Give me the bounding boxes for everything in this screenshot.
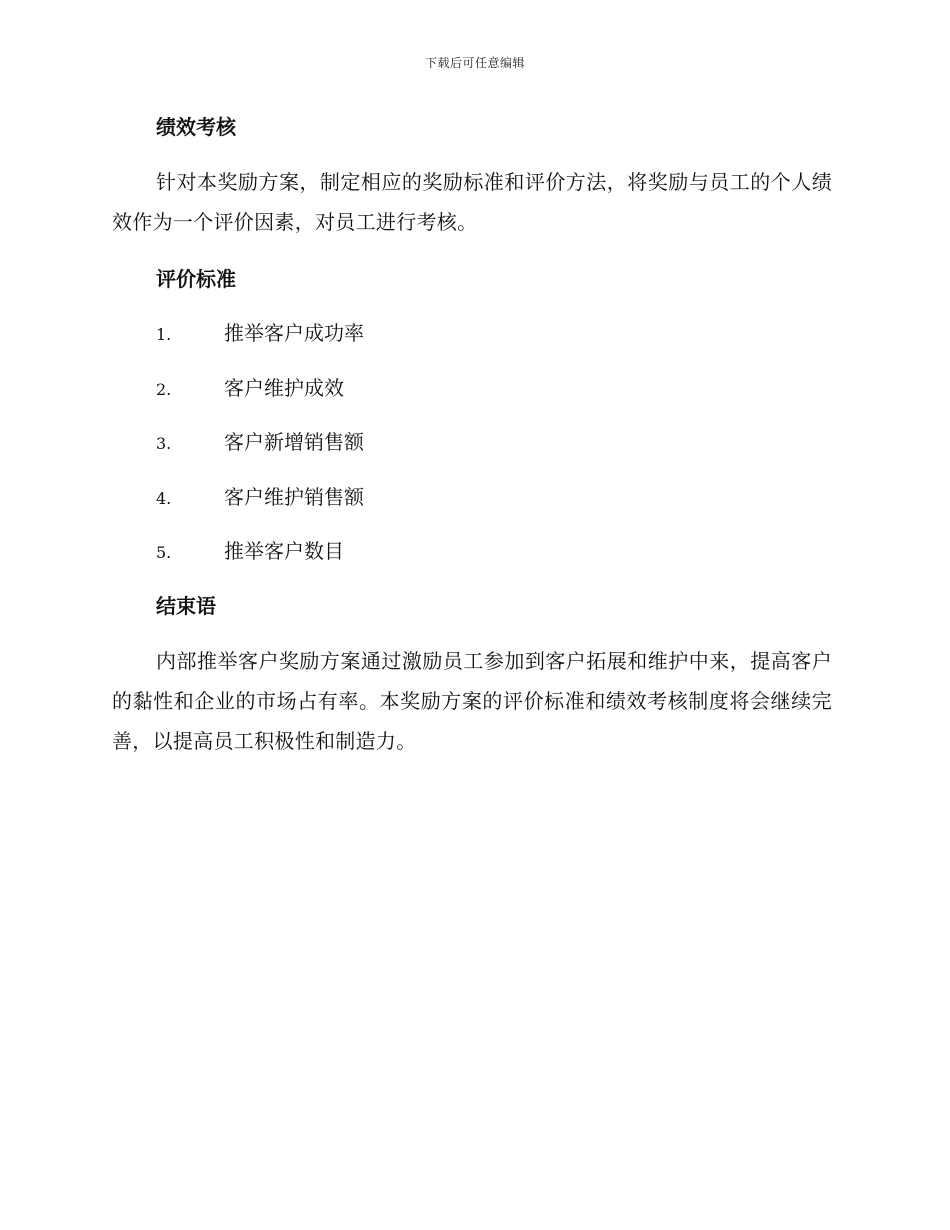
list-item: [112, 425, 832, 480]
list-item: [112, 316, 832, 371]
list-item-number: 2.: [156, 379, 172, 399]
paragraph-performance: 针对本奖励方案，制定相应的奖励标准和评价方法，将奖励与员工的个人绩效作为一个评价因素，对员工进行考核。: [112, 170, 832, 234]
header-note: 下载后可任意编辑: [424, 56, 525, 70]
list-item-number: 3.: [156, 434, 172, 453]
list-item: [112, 534, 832, 589]
section-heading-performance: 绩效考核: [156, 115, 236, 139]
list-item: [112, 480, 832, 535]
section-heading-criteria: 评价标准: [156, 267, 236, 291]
list-item-text: 客户新增销售额: [224, 430, 364, 454]
list-item-text: 推举客户数目: [224, 539, 344, 563]
list-item-text: 客户维护销售额: [224, 484, 364, 509]
criteria-list: [112, 316, 832, 589]
list-item: [112, 371, 832, 426]
list-item-number: 4.: [156, 488, 172, 508]
document-content: [112, 110, 832, 761]
section-heading-conclusion: 结束语: [156, 593, 216, 618]
paragraph-conclusion: 内部推举客户奖励方案通过激励员工参加到客户拓展和维护中来，提高客户的黏性和企业的市场占有率。本奖励方案的评价标准和绩效考核制度将会继续完善，以提高员工积极性和制造力。: [112, 648, 832, 753]
list-item-text: 推举客户成功率: [224, 321, 364, 345]
list-item-number: 1.: [156, 325, 172, 344]
list-item-number: 5.: [156, 543, 172, 562]
list-item-text: 客户维护成效: [224, 375, 344, 400]
